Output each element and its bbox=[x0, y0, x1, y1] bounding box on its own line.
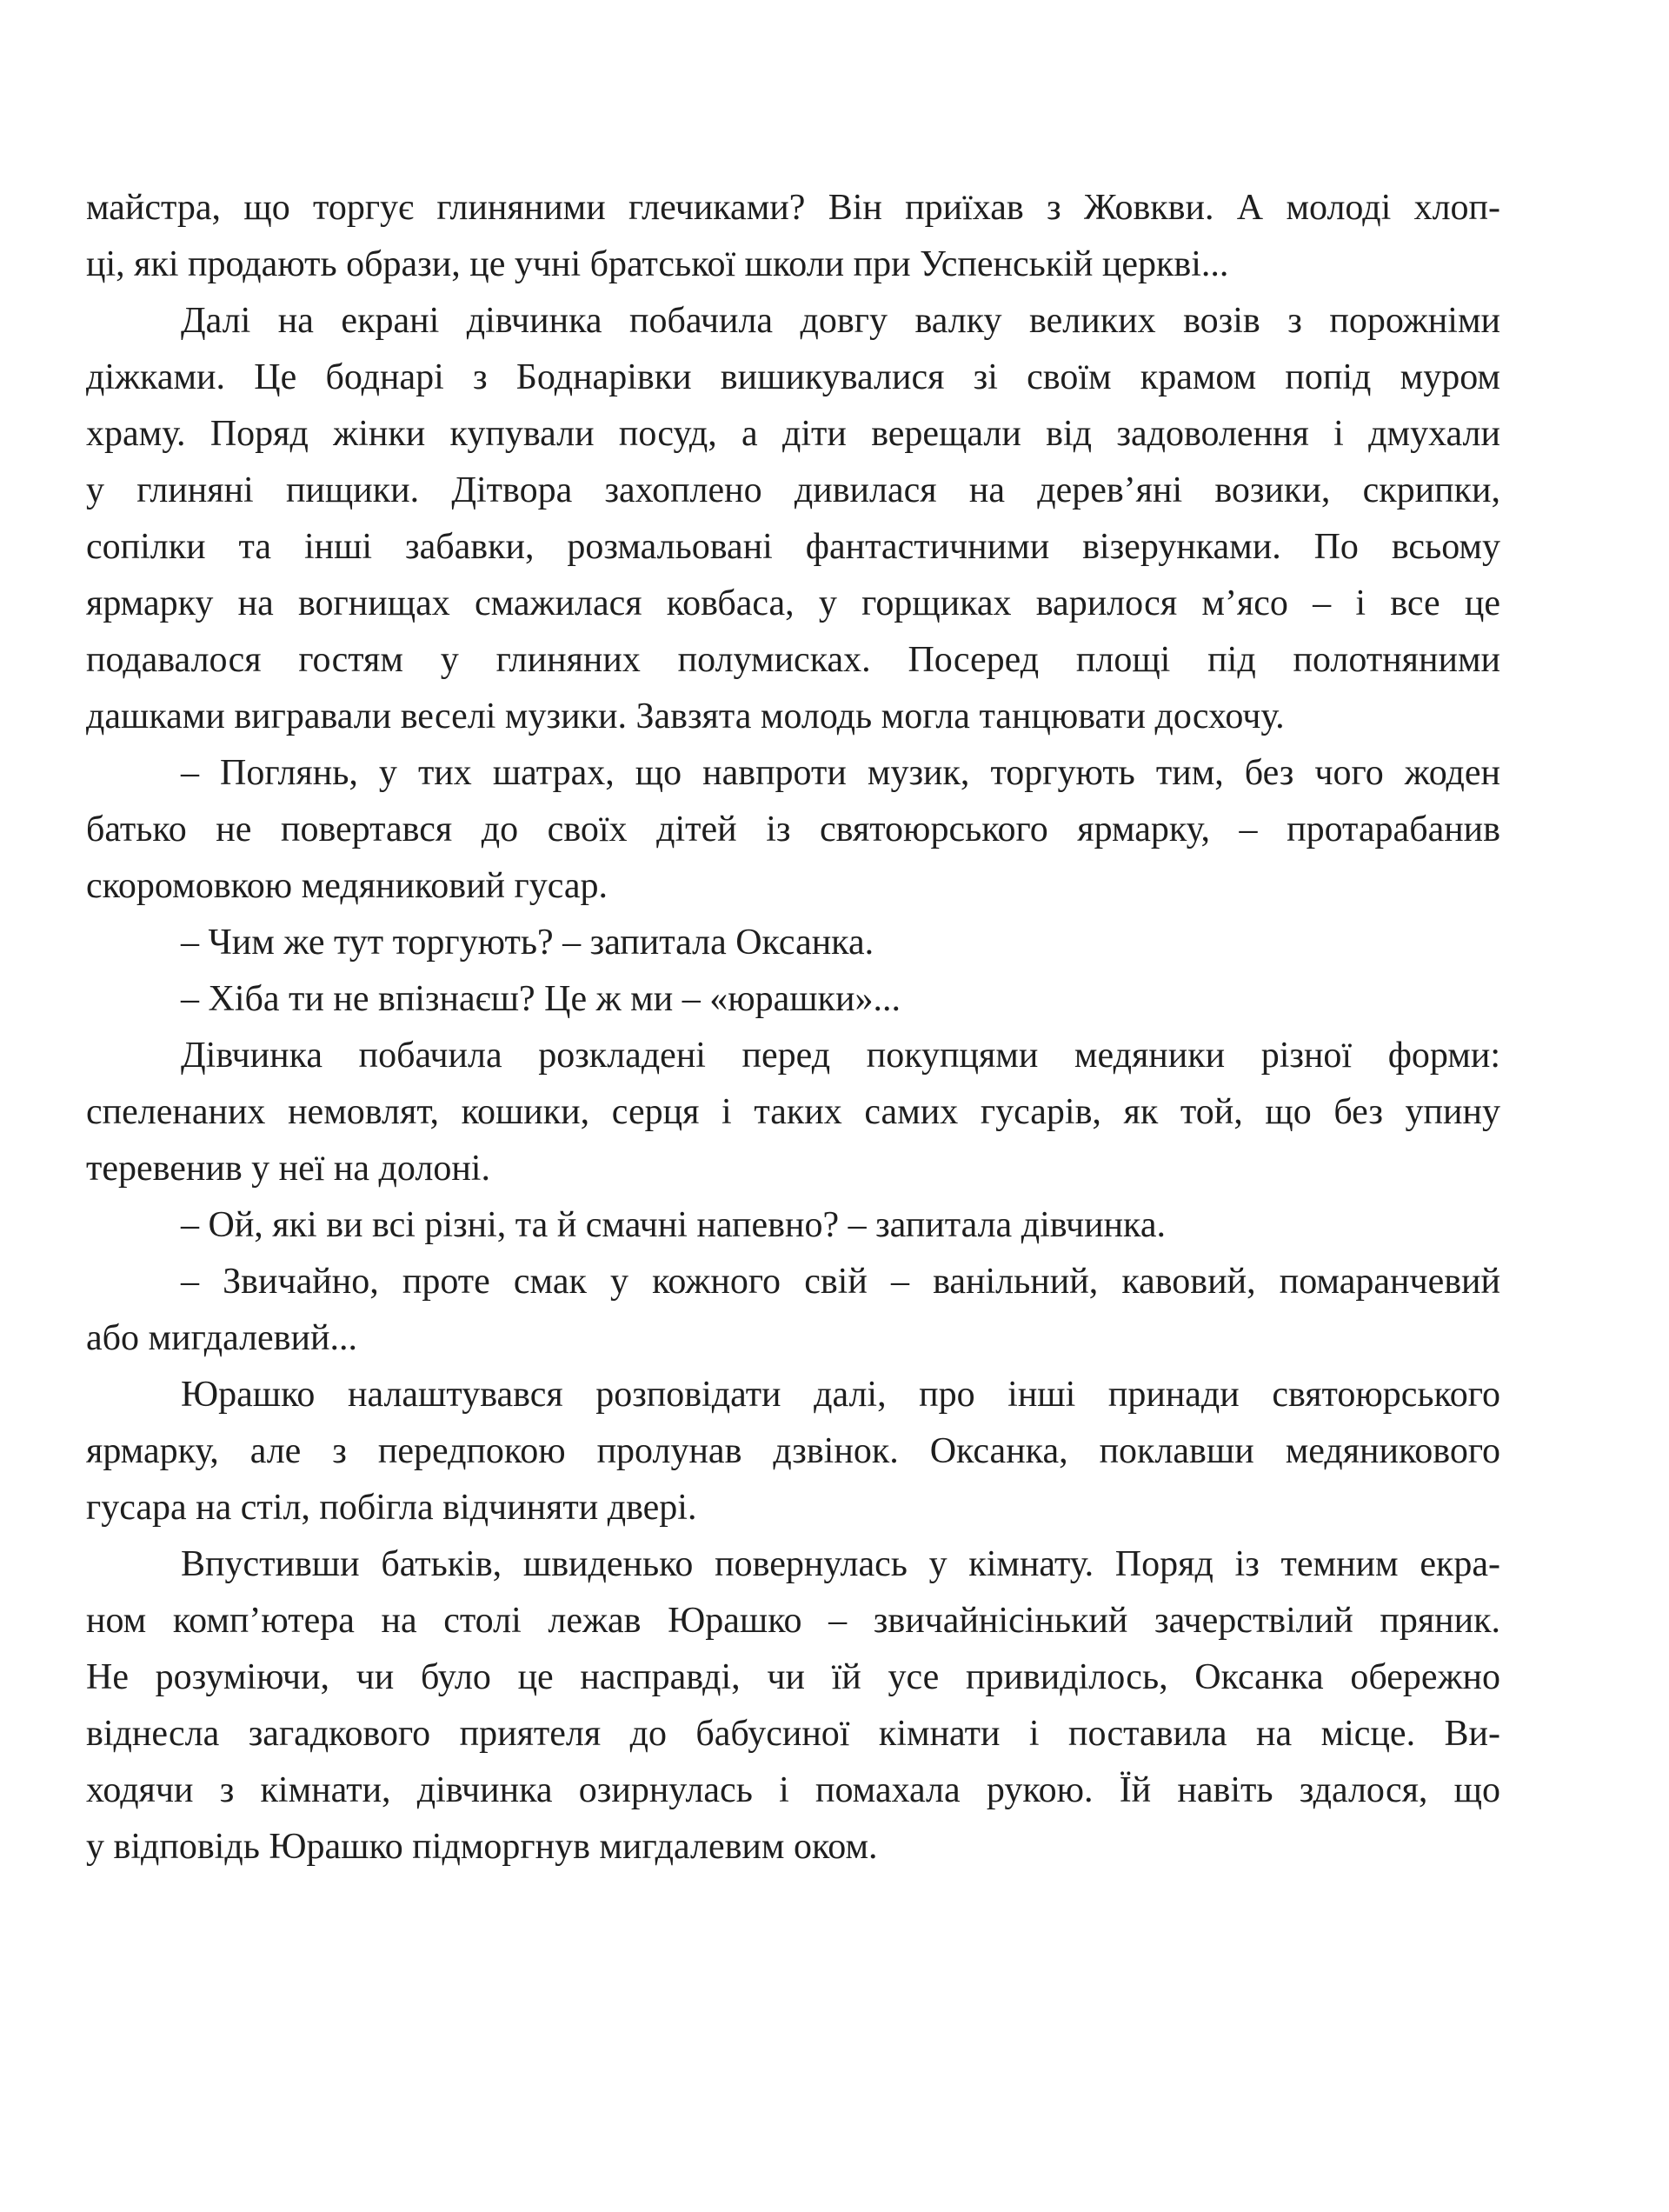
paragraph bbox=[86, 1367, 1500, 1536]
text-line: ярмарку, але з передпокою пролунав дзвінок. Оксанка, поклавши медяникового bbox=[86, 1431, 1500, 1471]
text-line: – Ой, які ви всі різні, та й смачні напевно? – запитала дівчинка. bbox=[181, 1205, 1166, 1245]
text-line: – Чим же тут торгують? – запитала Оксанка. bbox=[181, 923, 874, 963]
text-line: ном комп’ютера на столі лежав Юрашко – звичайнісінький зачерствілий пряник. bbox=[86, 1601, 1500, 1641]
paragraph bbox=[86, 1028, 1500, 1197]
paragraph bbox=[86, 745, 1500, 915]
text-line: Не розуміючи, чи було це насправді, чи їй усе привиділось, Оксанка обережно bbox=[86, 1657, 1500, 1697]
text-line: скоромовкою медяниковий гусар. bbox=[86, 866, 608, 906]
text-line: ярмарку на вогнищах смажилася ковбаса, у горщиках варилося м’ясо – і все це bbox=[86, 583, 1500, 623]
text-line: майстра, що торгує глиняними глечиками? Він приїхав з Жовкви. А молоді хлоп- bbox=[86, 188, 1500, 228]
text-line: ці, які продають образи, це учні братської школи при Успенській церкві... bbox=[86, 244, 1229, 284]
text-line: Далі на екрані дівчинка побачила довгу валку великих возів з порожніми bbox=[181, 301, 1500, 341]
text-line: сопілки та інші забавки, розмальовані фантастичними візерунками. По всьому bbox=[86, 527, 1500, 567]
text-line: гусара на стіл, побігла відчиняти двері. bbox=[86, 1488, 697, 1528]
text-line: або мигдалевий... bbox=[86, 1318, 357, 1358]
paragraph bbox=[86, 293, 1500, 745]
text-line: Впустивши батьків, швиденько повернулась у кімнату. Поряд із темним екра- bbox=[181, 1544, 1500, 1584]
text-line: – Звичайно, проте смак у кожного свій – ванільний, кавовий, помаранчевий bbox=[181, 1262, 1500, 1302]
text-line: у відповідь Юрашко підморгнув мигдалевим оком. bbox=[86, 1827, 878, 1867]
paragraph bbox=[86, 1197, 1500, 1254]
book-page-text bbox=[86, 180, 1500, 1876]
paragraph bbox=[86, 1536, 1500, 1876]
text-line: подавалося гостям у глиняних полумисках. Посеред площі під полотняними bbox=[86, 640, 1500, 680]
text-line: – Поглянь, у тих шатрах, що навпроти музик, торгують тим, без чого жоден bbox=[181, 753, 1500, 793]
text-line: теревенив у неї на долоні. bbox=[86, 1149, 490, 1189]
paragraph bbox=[86, 1254, 1500, 1367]
text-line: діжками. Це боднарі з Боднарівки вишикувалися зі своїм крамом попід муром bbox=[86, 357, 1500, 397]
text-line: Юрашко налаштувався розповідати далі, про інші принади святоюрського bbox=[181, 1375, 1500, 1415]
text-line: у глиняні пищики. Дітвора захоплено дивилася на дерев’яні возики, скрипки, bbox=[86, 470, 1500, 510]
text-line: дашками вигравали веселі музики. Завзята молодь могла танцювати досхочу. bbox=[86, 696, 1285, 736]
text-line: храму. Поряд жінки купували посуд, а діти верещали від задоволення і дмухали bbox=[86, 414, 1500, 454]
paragraph bbox=[86, 915, 1500, 971]
text-line: ходячи з кімнати, дівчинка озирнулась і помахала рукою. Їй навіть здалося, що bbox=[86, 1770, 1500, 1810]
text-line: спеленаних немовлят, кошики, серця і таких самих гусарів, як той, що без упину bbox=[86, 1092, 1500, 1132]
paragraph bbox=[86, 971, 1500, 1028]
paragraph bbox=[86, 180, 1500, 293]
text-line: – Хіба ти не впізнаєш? Це ж ми – «юрашки»... bbox=[181, 979, 901, 1019]
text-line: Дівчинка побачила розкладені перед покупцями медяники різної форми: bbox=[181, 1036, 1500, 1076]
text-line: батько не повертався до своїх дітей із святоюрського ярмарку, – протарабанив bbox=[86, 810, 1500, 849]
text-line: віднесла загадкового приятеля до бабусиної кімнати і поставила на місце. Ви- bbox=[86, 1714, 1500, 1754]
